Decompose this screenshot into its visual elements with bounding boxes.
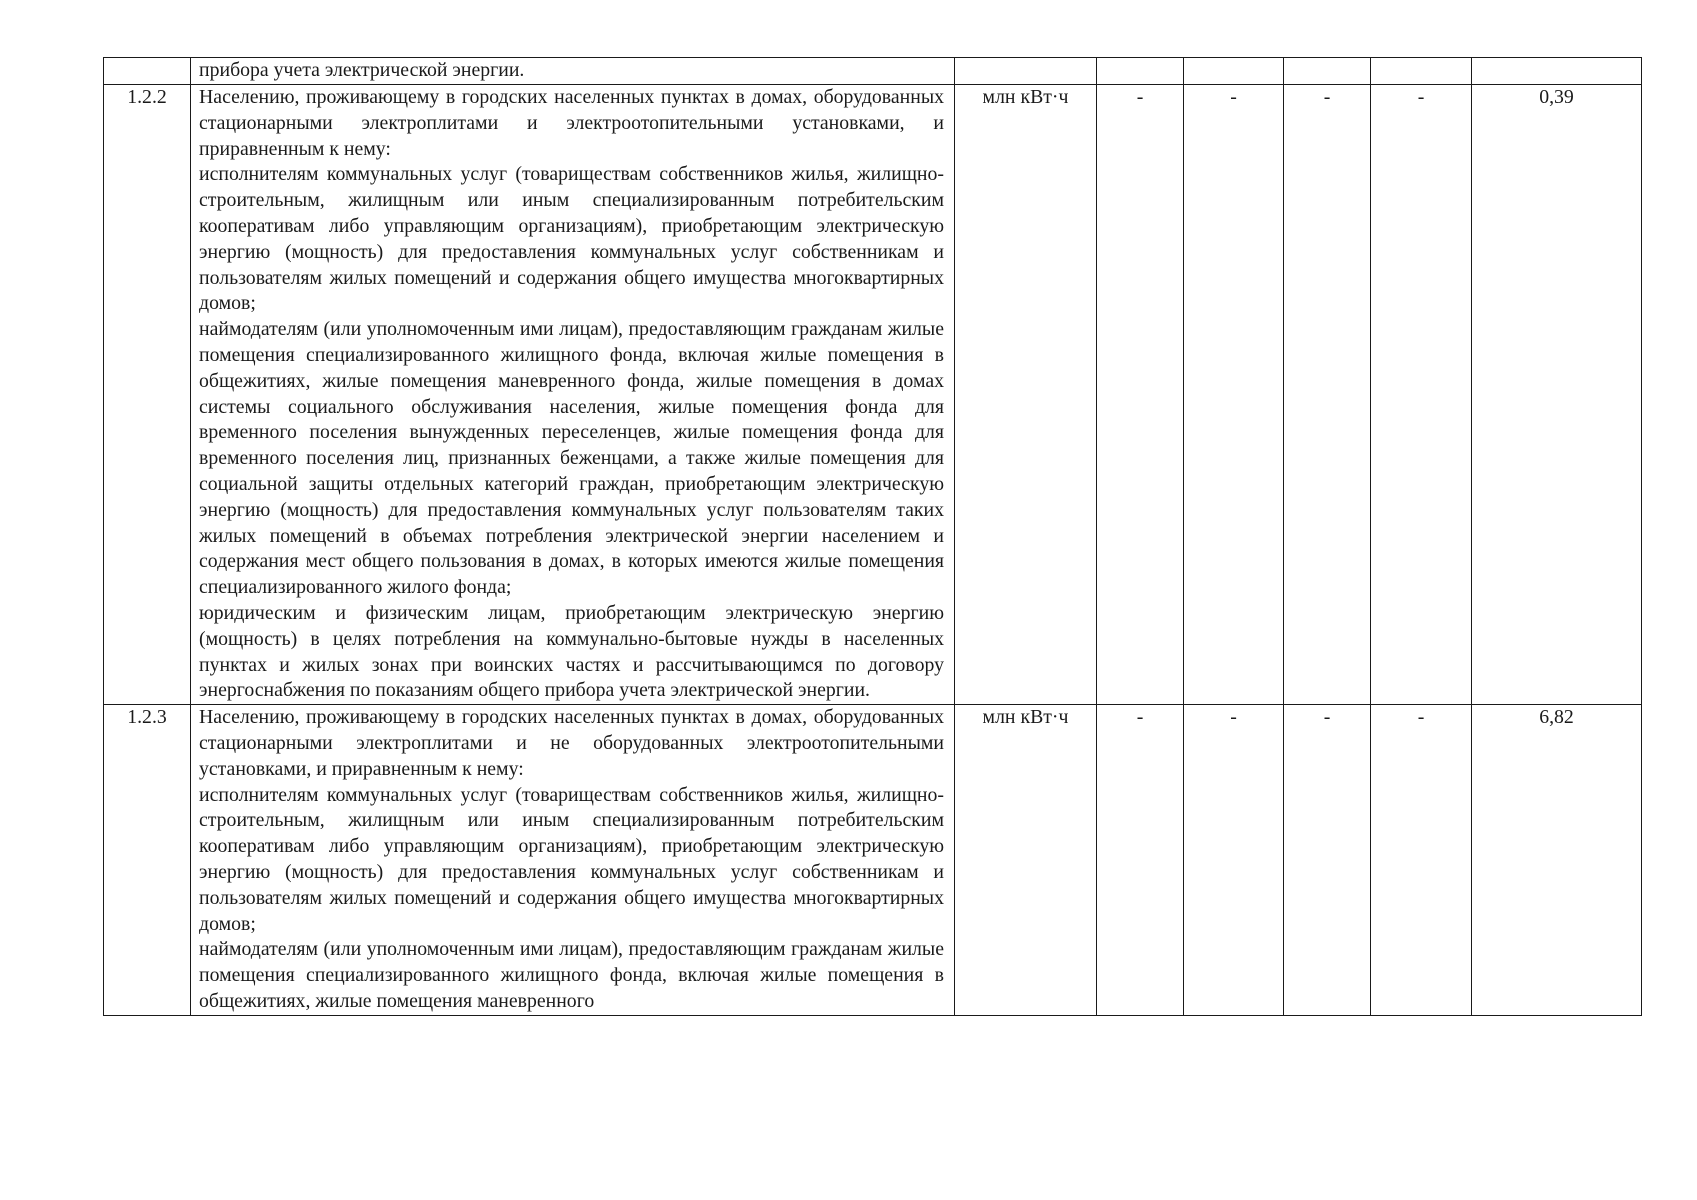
description-paragraph: Населению, проживающему в городских населенных пунктах в домах, оборудованных стационарными электроплитами и электроотопительными установками, и приравненным к нему: [199, 86, 944, 160]
row-col-1: - [1097, 705, 1184, 1016]
row-col-1: - [1097, 85, 1184, 705]
row-value: 6,82 [1472, 705, 1642, 1016]
table-row [104, 85, 1642, 705]
description-paragraph: исполнителям коммунальных услуг (товариществам собственников жилья, жилищно-строительным, жилищным или иным специализированным потребительским кооперативам либо управляющим организациям), приобретающим электрическую энергию (мощность) для предоставления коммунальных услуг собственникам и пользователям жилых помещений и содержания общего имущества многоквартирных домов; [199, 163, 944, 315]
row-col-4 [1371, 58, 1472, 85]
tariff-table [103, 57, 1642, 1016]
row-unit [955, 58, 1097, 85]
description-paragraph: наймодателям (или уполномоченным ими лицам), предоставляющим гражданам жилые помещения специализированного жилищного фонда, включая жилые помещения в общежитиях, жилые помещения маневренного фонда, жилые помещения в домах системы социального обслуживания населения, жилые помещения фонда для временного поселения вынужденных переселенцев, жилые помещения фонда для временного поселения лиц, признанных беженцами, а также жилые помещения для социальной защиты отдельных категорий граждан, приобретающим электрическую энергию (мощность) для предоставления коммунальных услуг пользователям таких жилых помещений в объемах потребления электрической энергии населением и содержания мест общего пользования в домах, в которых имеются жилые помещения специализированного жилого фонда; [199, 318, 944, 599]
row-col-1 [1097, 58, 1184, 85]
description-paragraph: исполнителям коммунальных услуг (товариществам собственников жилья, жилищно-строительным, жилищным или иным специализированным потребительским кооперативам либо управляющим организациям), приобретающим электрическую энергию (мощность) для предоставления коммунальных услуг собственникам и пользователям жилых помещений и содержания общего имущества многоквартирных домов; [199, 783, 944, 935]
row-col-3: - [1284, 85, 1371, 705]
table-row [104, 58, 1642, 85]
row-number: 1.2.3 [104, 705, 191, 1016]
description-paragraph: Населению, проживающему в городских населенных пунктах в домах, оборудованных стационарными электроплитами и не оборудованных электроотопительными установками, и приравненным к нему: [199, 706, 944, 780]
row-number [104, 58, 191, 85]
row-unit: млн кВт·ч [955, 705, 1097, 1016]
table-row [104, 705, 1642, 1016]
row-col-2: - [1184, 705, 1284, 1016]
row-description [191, 58, 955, 85]
row-unit: млн кВт·ч [955, 85, 1097, 705]
row-number: 1.2.2 [104, 85, 191, 705]
row-description [191, 705, 955, 1016]
description-paragraph: наймодателям (или уполномоченным ими лицам), предоставляющим гражданам жилые помещения специализированного жилищного фонда, включая жилые помещения в общежитиях, жилые помещения маневренного [199, 938, 944, 1012]
row-value: 0,39 [1472, 85, 1642, 705]
row-col-3: - [1284, 705, 1371, 1016]
row-col-2 [1184, 58, 1284, 85]
row-col-4: - [1371, 85, 1472, 705]
row-col-2: - [1184, 85, 1284, 705]
row-description [191, 85, 955, 705]
description-paragraph: прибора учета электрической энергии. [199, 59, 525, 81]
description-paragraph: юридическим и физическим лицам, приобретающим электрическую энергию (мощность) в целях потребления на коммунально-бытовые нужды в населенных пунктах и жилых зонах при воинских частях и рассчитывающимся по договору энергоснабжения по показаниям общего прибора учета электрической энергии. [199, 601, 944, 702]
row-value [1472, 58, 1642, 85]
row-col-3 [1284, 58, 1371, 85]
row-col-4: - [1371, 705, 1472, 1016]
